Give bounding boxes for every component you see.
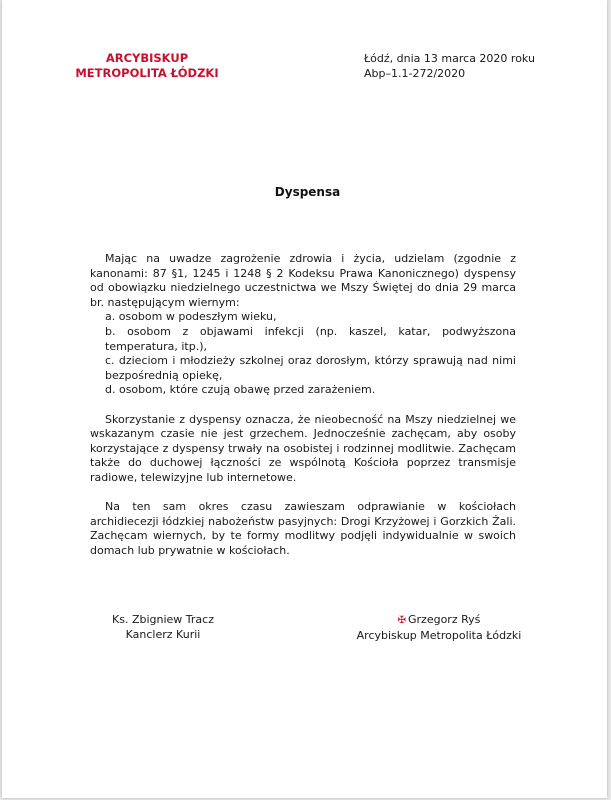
list-item-a: a. osobom w podeszłym wieku, bbox=[105, 310, 277, 324]
paragraph-2: Skorzystanie z dyspensy oznacza, że nieobecność na Mszy niedzielnej we wskazanym czasie nie jest grzechem. Jednocześnie zachęcam, aby osoby korzystające z dyspensy trwały na osobistej i rodzinnej modlitwie. Zachęcam także do duchowej łączności ze wspólnotą Kościoła poprzez transmisje radiowe, telewizyjne lub internetowe. bbox=[90, 412, 516, 484]
issuer-block bbox=[62, 51, 232, 81]
signature-right bbox=[344, 612, 534, 643]
date-block bbox=[364, 51, 535, 81]
list-item-d: d. osobom, które czują obawę przed zarażeniem. bbox=[105, 383, 376, 397]
reference-number: Abp–1.1-272/2020 bbox=[364, 67, 466, 80]
list-item-c: c. dzieciom i młodzieży szkolnej oraz dorosłym, którzy sprawują nad nimi bezpośrednią opiekę, bbox=[105, 354, 516, 382]
signatory-right-name: Grzegorz Ryś bbox=[408, 613, 481, 626]
list-item-b: b. osobom z objawami infekcji (np. kaszel, katar, podwyższona temperatura, itp.), bbox=[105, 324, 516, 353]
cross-icon: ✠ bbox=[397, 615, 406, 626]
issuer-line-1: ARCYBISKUP bbox=[105, 51, 189, 65]
signatory-left-role: Kanclerz Kurii bbox=[125, 628, 201, 641]
document-page bbox=[2, 0, 607, 798]
signatory-right-role: Arcybiskup Metropolita Łódzki bbox=[356, 629, 522, 642]
document-body bbox=[90, 252, 516, 558]
intro-paragraph: Mając na uwadze zagrożenie zdrowia i życia, udzielam (zgodnie z kanonami: 87 §1, 1245 i 1248 § 2 Kodeksu Prawa Kanonicznego) dyspensy od obowiązku niedzielnego uczestnictwa we Mszy Świętej do dnia 29 marca br. następującym wiernym: bbox=[90, 252, 516, 309]
place-date: Łódź, dnia 13 marca 2020 roku bbox=[364, 52, 535, 65]
signature-left bbox=[98, 612, 228, 642]
issuer-line-2: METROPOLITA ŁÓDZKI bbox=[75, 66, 219, 80]
paragraph-3: Na ten sam okres czasu zawieszam odprawianie w kościołach archidiecezji łódzkiej nabożeństw pasyjnych: Drogi Krzyżowej i Gorzkich Żali. Zachęcam wiernych, by te formy modlitwy podjęli indywidualnie w swoich domach lub prywatnie w kościołach. bbox=[90, 500, 516, 557]
document-title: Dyspensa bbox=[274, 185, 341, 199]
signatory-left-name: Ks. Zbigniew Tracz bbox=[112, 613, 214, 626]
